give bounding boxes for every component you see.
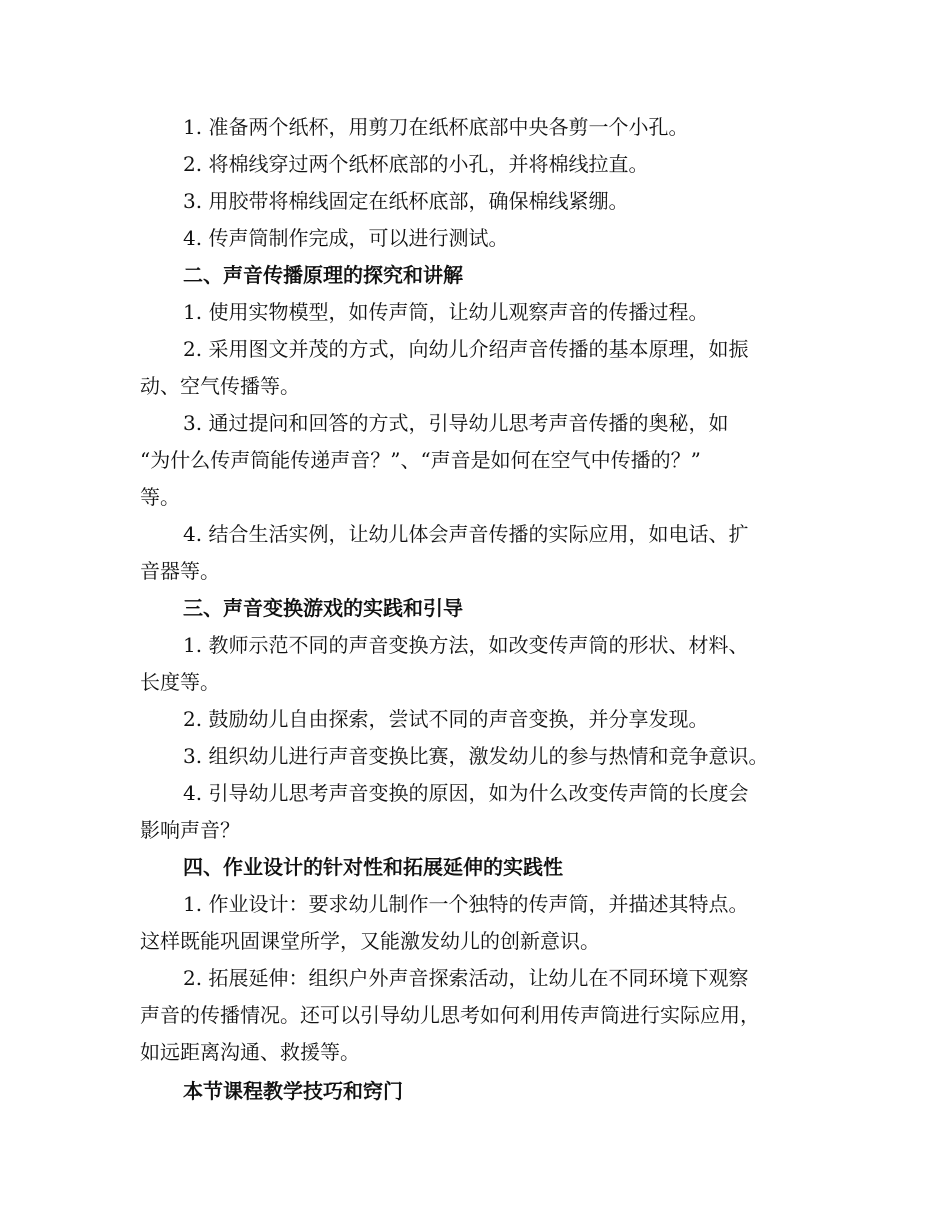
step-3: 3. 用胶带将棉线固定在纸杯底部，确保棉线紧绷。 — [183, 189, 629, 213]
section-3-heading: 三、声音变换游戏的实践和引导 — [183, 596, 463, 620]
section-3-item-4-line-2: 影响声音？ — [140, 818, 240, 842]
step-2: 2. 将棉线穿过两个纸杯底部的小孔，并将棉线拉直。 — [183, 152, 649, 176]
section-4-item-2-line-3: 如远距离沟通、救援等。 — [140, 1040, 360, 1064]
section-2-item-2-line-2: 动、空气传播等。 — [140, 374, 300, 398]
section-2-item-3-line-2: “为什么传声筒能传递声音？”、“声音是如何在空气中传播的？” — [140, 448, 701, 472]
section-2-heading: 二、声音传播原理的探究和讲解 — [183, 263, 463, 287]
section-4-item-1-line-1: 1. 作业设计：要求幼儿制作一个独特的传声筒，并描述其特点。 — [183, 892, 749, 916]
section-3-item-2: 2. 鼓励幼儿自由探索，尝试不同的声音变换，并分享发现。 — [183, 707, 709, 731]
section-3-item-1-line-2: 长度等。 — [140, 670, 220, 694]
section-2-item-3-line-1: 3. 通过提问和回答的方式，引导幼儿思考声音传播的奥秘，如 — [183, 411, 729, 435]
section-2-item-1: 1. 使用实物模型，如传声筒，让幼儿观察声音的传播过程。 — [183, 300, 709, 324]
closing-heading: 本节课程教学技巧和窍门 — [183, 1079, 403, 1103]
step-1: 1. 准备两个纸杯，用剪刀在纸杯底部中央各剪一个小孔。 — [183, 115, 689, 139]
section-2-item-4-line-2: 音器等。 — [140, 559, 220, 583]
step-4: 4. 传声筒制作完成，可以进行测试。 — [183, 226, 509, 250]
section-4-item-2-line-2: 声音的传播情况。还可以引导幼儿思考如何利用传声筒进行实际应用， — [140, 1003, 760, 1027]
section-2-item-4-line-1: 4. 结合生活实例，让幼儿体会声音传播的实际应用，如电话、扩 — [183, 522, 749, 546]
section-2-item-3-line-3: 等。 — [140, 485, 180, 509]
section-4-item-1-line-2: 这样既能巩固课堂所学，又能激发幼儿的创新意识。 — [140, 929, 600, 953]
section-3-item-4-line-1: 4. 引导幼儿思考声音变换的原因，如为什么改变传声筒的长度会 — [183, 781, 749, 805]
section-3-item-1-line-1: 1. 教师示范不同的声音变换方法，如改变传声筒的形状、材料、 — [183, 633, 749, 657]
section-2-item-2-line-1: 2. 采用图文并茂的方式，向幼儿介绍声音传播的基本原理，如振 — [183, 337, 749, 361]
section-4-item-2-line-1: 2. 拓展延伸：组织户外声音探索活动，让幼儿在不同环境下观察 — [183, 966, 749, 990]
section-4-heading: 四、作业设计的针对性和拓展延伸的实践性 — [183, 855, 563, 879]
section-3-item-3: 3. 组织幼儿进行声音变换比赛，激发幼儿的参与热情和竞争意识。 — [183, 744, 769, 768]
